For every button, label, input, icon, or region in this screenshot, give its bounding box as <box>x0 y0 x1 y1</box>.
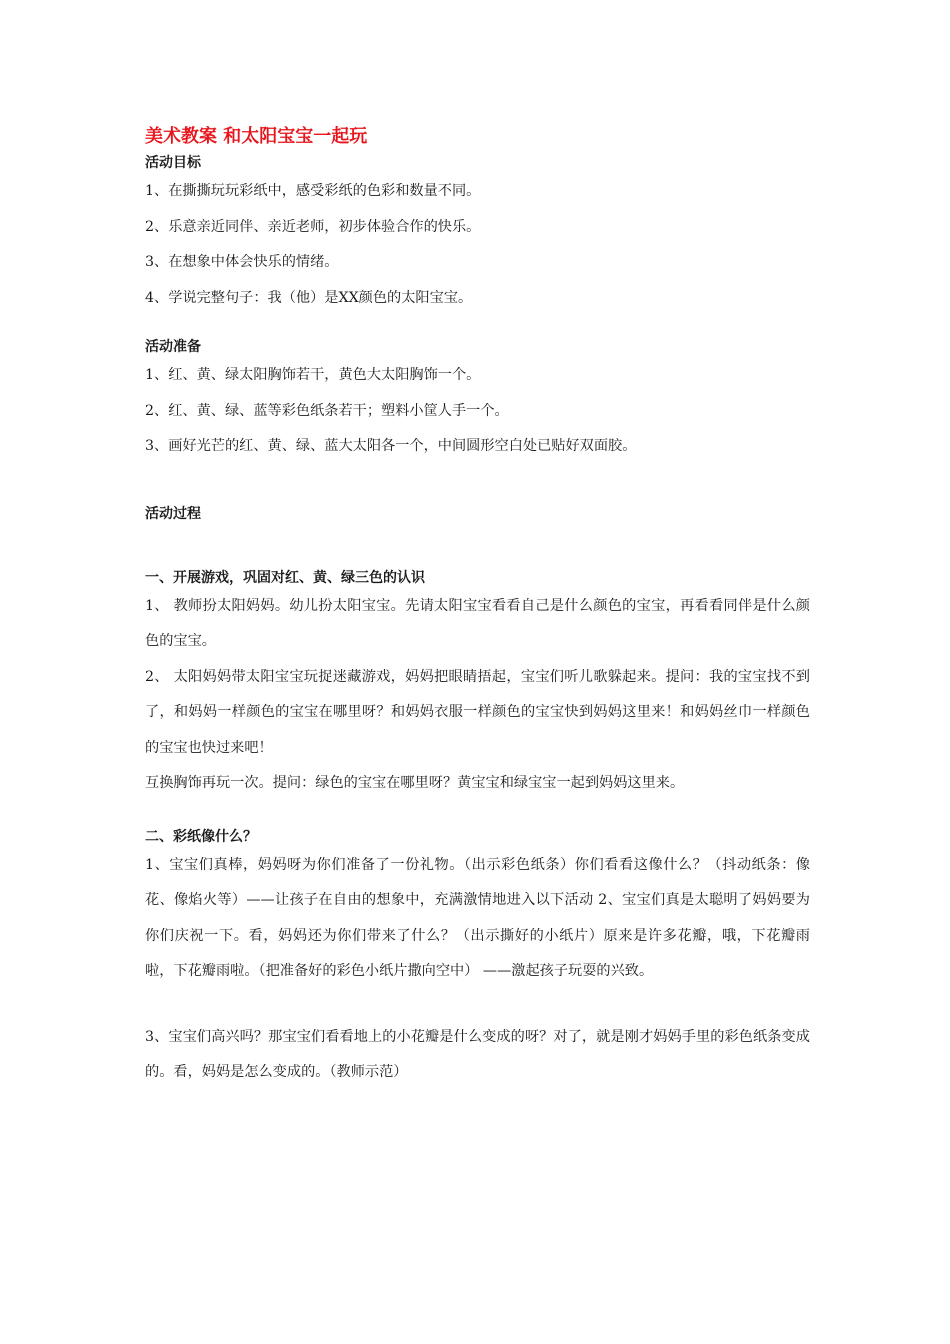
preparation-item-2: 2、红、黄、绿、蓝等彩色纸条若干；塑料小筐人手一个。 <box>145 402 509 419</box>
goals-heading: 活动目标 <box>145 155 201 171</box>
goal-item-3: 3、在想象中体会快乐的情绪。 <box>145 254 339 270</box>
process-part1-item-1: 1、 教师扮太阳妈妈。幼儿扮太阳宝宝。先请太阳宝宝看看自己是什么颜色的宝宝，再看看同伴是什么颜色的宝宝。 <box>145 597 810 649</box>
process-part2-heading: 二、彩纸像什么？ <box>145 828 257 845</box>
document-title: 美术教案 和太阳宝宝一起玩 <box>145 126 368 147</box>
process-heading: 活动过程 <box>145 505 201 522</box>
process-part2-item-1: 1、宝宝们真棒，妈妈呀为你们准备了一份礼物。（出示彩色纸条）你们看看这像什么？（抖动纸条：像花、像焰火等）——让孩子在自由的想象中，充满激情地进入以下活动 2、宝宝们真是太聪明了妈妈要为你们庆祝一下。看，妈妈还为你们带来了什么？（出示撕好的小纸片）原来是许多花瓣，哦，下花瓣雨啦，下花瓣雨啦。（把准备好的彩色小纸片撒向空中） ——激起孩子玩耍的兴致。 <box>145 856 810 979</box>
goal-item-4: 4、学说完整句子：我（他）是XX颜色的太阳宝宝。 <box>145 289 473 306</box>
preparation-heading: 活动准备 <box>145 339 201 355</box>
spacer <box>145 990 810 1020</box>
process-part1-heading: 一、开展游戏，巩固对红、黄、绿三色的认识 <box>145 569 425 586</box>
preparation-item-1: 1、红、黄、绿太阳胸饰若干，黄色大太阳胸饰一个。 <box>145 367 481 383</box>
spacer <box>145 465 810 503</box>
preparation-item-3: 3、画好光芒的红、黄、绿、蓝大太阳各一个，中间圆形空白处已贴好双面胶。 <box>145 438 637 454</box>
spacer <box>145 802 810 826</box>
spacer <box>145 316 810 336</box>
process-part1-item-2: 2、 太阳妈妈带太阳宝宝玩捉迷藏游戏，妈妈把眼睛捂起，宝宝们听儿歌躲起来。提问：我的宝宝找不到了，和妈妈一样颜色的宝宝在哪里呀？和妈妈衣服一样颜色的宝宝快到妈妈这里来！和妈妈丝巾一样颜色的宝宝也快过来吧！ <box>145 668 810 756</box>
process-part2-item-2: 3、宝宝们高兴吗？那宝宝们看看地上的小花瓣是什么变成的呀？对了，就是刚才妈妈手里的彩色纸条变成的。看，妈妈是怎么变成的。（教师示范） <box>145 1028 810 1080</box>
goal-item-2: 2、乐意亲近同伴、亲近老师，初步体验合作的快乐。 <box>145 218 481 235</box>
document-page <box>145 122 810 1091</box>
goal-item-1: 1、在撕撕玩玩彩纸中，感受彩纸的色彩和数量不同。 <box>145 183 481 199</box>
spacer <box>145 525 810 567</box>
process-part1-item-3: 互换胸饰再玩一次。提问：绿色的宝宝在哪里呀？黄宝宝和绿宝宝一起到妈妈这里来。 <box>145 775 685 791</box>
